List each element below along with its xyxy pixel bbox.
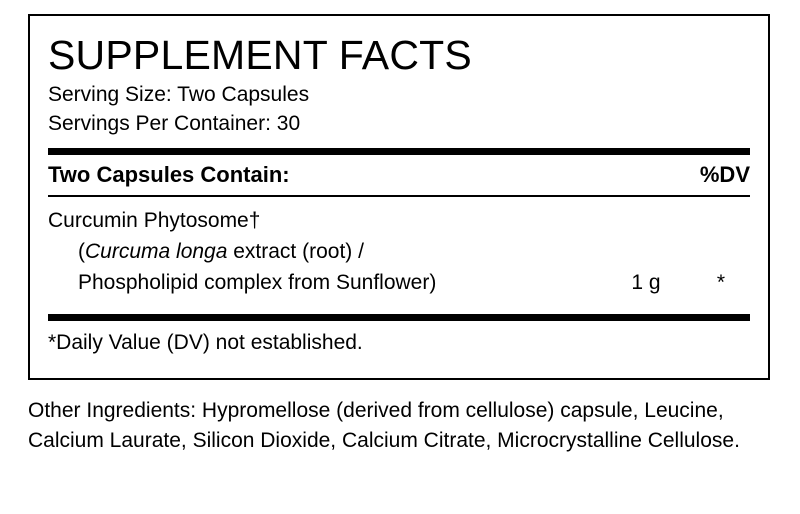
ingredient-detail-1 xyxy=(48,236,600,267)
ingredient-name: Curcumin Phytosome† xyxy=(48,209,261,232)
serving-size: Serving Size: Two Capsules xyxy=(48,83,310,106)
detail-paren-open: ( xyxy=(78,240,85,263)
ingredient-row xyxy=(48,197,750,304)
other-ingredients: Other Ingredients: Hypromellose (derived from cellulose) capsule, Leucine, Calcium Laurate, Silicon Dioxide, Calcium Citrate, Microcrystalline Cellulose. xyxy=(28,399,740,452)
table-header-row xyxy=(48,155,750,195)
panel-title: SUPPLEMENT FACTS xyxy=(48,32,472,78)
daily-value-footnote: *Daily Value (DV) not established. xyxy=(48,331,363,354)
table-header-dv: %DV xyxy=(699,162,750,187)
latin-binomial: Curcuma longa xyxy=(85,240,228,263)
servings-per-container: Servings Per Container: 30 xyxy=(48,112,301,135)
ingredient-name-line xyxy=(48,205,750,236)
divider-thick-top xyxy=(48,148,750,155)
ingredient-detail-2: Phospholipid complex from Sunflower) xyxy=(78,271,437,294)
ingredient-amount: 1 g xyxy=(631,271,661,294)
ingredient-detail-line-2 xyxy=(48,267,750,298)
supplement-facts-panel xyxy=(28,14,770,380)
ingredient-detail-line-1 xyxy=(48,236,750,267)
ingredient-dv: * xyxy=(716,271,726,294)
detail-extract-part: extract (root) / xyxy=(227,240,364,263)
divider-thick-bottom xyxy=(48,314,750,321)
table-header-left: Two Capsules Contain: xyxy=(48,162,290,187)
